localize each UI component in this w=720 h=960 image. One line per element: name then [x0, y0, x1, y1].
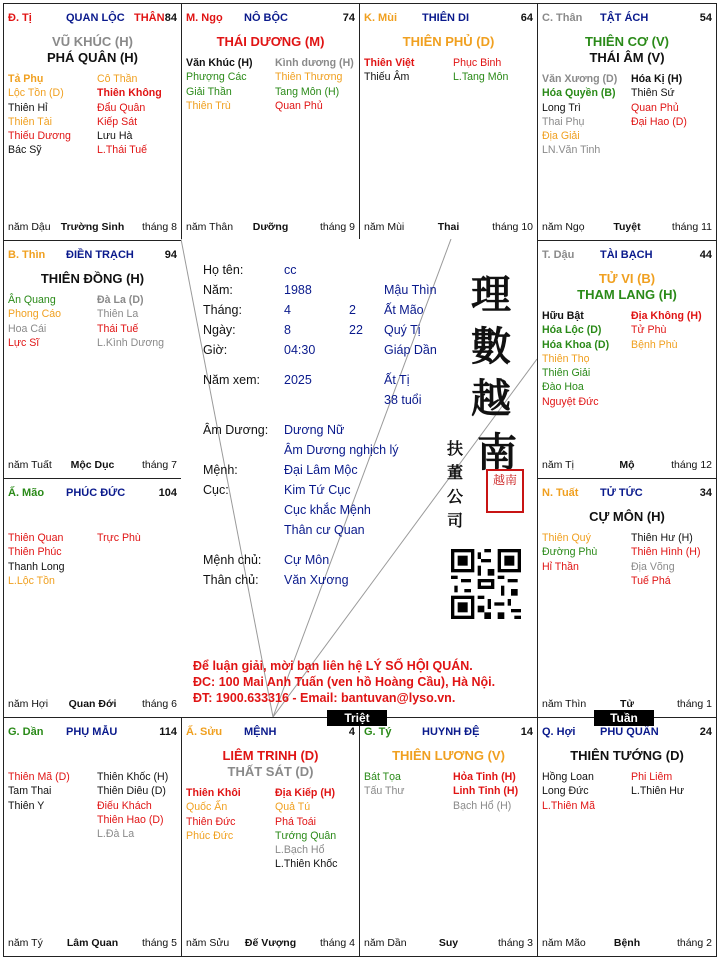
minor-stars-right — [631, 309, 717, 352]
minor-star: Bệnh Phù — [631, 338, 678, 351]
palace-branch: M. Ngọ — [186, 12, 223, 24]
year-can-chi: Mậu Thìn — [384, 283, 437, 297]
minor-stars-left — [542, 72, 632, 158]
minor-stars-right — [631, 72, 717, 129]
palace-month: tháng 1 — [676, 698, 712, 710]
minor-star: Thiên Giải — [542, 367, 591, 380]
day-can-chi: Quý Tị — [384, 323, 421, 337]
minor-star: L.Thiên Khốc — [275, 858, 338, 871]
minor-stars-left — [8, 293, 98, 350]
main-star: THIÊN PHỦ (D) — [402, 34, 495, 49]
minor-star: Đào Hoa — [542, 381, 584, 394]
palace-year: năm Sửu — [186, 937, 230, 949]
minor-star: Thiên Khốc (H) — [97, 771, 169, 783]
minor-star: Thiên Sứ — [631, 87, 675, 100]
small-calligraphy-char: 公 — [447, 487, 464, 506]
view-year-value: 2025 — [284, 373, 312, 387]
year-value: 1988 — [284, 283, 312, 297]
tuan-badge: Tuần — [594, 710, 654, 726]
palace-branch: T. Dậu — [542, 249, 575, 261]
palace-name: ĐIỀN TRẠCH — [66, 249, 134, 261]
name-label: Họ tên: — [203, 263, 244, 277]
palace-header — [542, 12, 712, 26]
palace-tat-ach — [537, 3, 717, 241]
palace-footer — [8, 937, 177, 950]
minor-star: Hữu Bật — [542, 310, 584, 322]
contact-line-2: ĐC: 100 Mai Anh Tuấn (ven hồ Hoàng Cầu), Hà Nội. — [193, 675, 496, 689]
trang-sinh-stage: Lâm Quan — [66, 937, 119, 949]
minor-star: Điếu Khách — [97, 799, 152, 812]
palace-name: TÀI BẠCH — [600, 249, 653, 261]
minor-star: Tuế Phá — [631, 574, 671, 587]
palace-branch: B. Thìn — [8, 249, 46, 261]
triet-badge: Triệt — [327, 710, 387, 726]
trang-sinh-stage: Tuyệt — [613, 221, 641, 233]
palace-name: PHÚC ĐỨC — [66, 487, 126, 499]
palace-name: QUAN LỘC — [66, 12, 125, 24]
palace-number: 54 — [699, 12, 712, 24]
minor-star: Hóa Quyền (B) — [542, 87, 616, 100]
minor-star: Thái Tuế — [97, 322, 139, 335]
palace-year: năm Thân — [186, 221, 234, 233]
main-stars — [4, 34, 181, 66]
minor-star: L.Bạch Hổ — [275, 844, 325, 857]
palace-month: tháng 9 — [319, 221, 355, 233]
minor-star: Phong Cáo — [8, 308, 62, 321]
minor-star: Thiên Việt — [364, 57, 415, 69]
minor-star: Thiên Hỉ — [8, 101, 48, 114]
small-calligraphy-char: 扶 — [447, 439, 464, 458]
minor-star: Hóa Khoa (D) — [542, 338, 610, 351]
main-stars — [182, 748, 359, 780]
palace-huynh-de — [359, 717, 538, 957]
minor-star: L.Đà La — [97, 828, 135, 841]
minor-star: Phục Binh — [453, 57, 502, 69]
minor-star: Hóa Kị (H) — [631, 73, 683, 85]
minor-star: Thiên La — [97, 308, 139, 321]
minor-star: Thanh Long — [8, 560, 65, 573]
minor-star: Thiếu Âm — [364, 71, 410, 84]
palace-header — [8, 487, 177, 501]
main-star: TỬ VI (B) — [598, 271, 656, 286]
calligraphy-char-2: 數 — [471, 323, 511, 370]
trang-sinh-stage: Thai — [437, 221, 460, 233]
palace-year: năm Thìn — [542, 698, 587, 710]
palace-branch: N. Tuất — [542, 487, 579, 499]
minor-star: Quốc Ấn — [186, 801, 228, 814]
palace-header — [8, 249, 177, 263]
minor-star: Thiên Hư (H) — [631, 532, 693, 544]
palace-footer — [8, 698, 177, 711]
minor-stars-left — [542, 309, 632, 409]
palace-month: tháng 10 — [492, 221, 533, 233]
minor-star: Quan Phủ — [631, 101, 679, 114]
palace-phu-mau — [3, 717, 182, 957]
palace-number: 104 — [158, 487, 177, 499]
main-star: THIÊN CƠ (V) — [584, 34, 670, 49]
minor-star: Đường Phù — [542, 546, 598, 559]
palace-footer — [8, 459, 177, 472]
main-star: CỰ MÔN (H) — [589, 509, 665, 524]
am-duong-note: Âm Dương nghịch lý — [284, 443, 399, 457]
minor-star: Đại Hao (D) — [631, 115, 687, 128]
palace-header — [186, 726, 355, 740]
main-stars — [4, 271, 181, 287]
minor-star: Thiên Quan — [8, 532, 64, 544]
main-stars — [538, 271, 716, 303]
contact-line-1: Để luận giải, mời bạn liên hệ LÝ SỐ HỘI QUÁN. — [193, 659, 473, 673]
minor-star: Thai Phụ — [542, 115, 585, 128]
minor-star: Tang Môn (H) — [275, 85, 340, 98]
palace-branch: Đ. Tị — [8, 12, 32, 24]
hour-can-chi: Giáp Dần — [384, 343, 437, 357]
minor-star: Kình dương (H) — [275, 57, 354, 69]
palace-year: năm Ngọ — [542, 221, 585, 233]
palace-menh — [181, 717, 360, 957]
view-year-can-chi: Ất Tị — [384, 373, 410, 387]
main-star: THIÊN TƯỚNG (D) — [570, 748, 684, 763]
main-star: VŨ KHÚC (H) — [52, 34, 133, 49]
palace-month: tháng 12 — [671, 459, 712, 471]
minor-star: Linh Tinh (H) — [453, 785, 519, 798]
palace-no-boc — [181, 3, 360, 241]
minor-stars-left — [8, 531, 98, 588]
minor-star: L.Kình Dương — [97, 336, 165, 349]
minor-star: Văn Xương (D) — [542, 73, 618, 85]
main-stars — [360, 748, 537, 764]
trang-sinh-stage: Quan Đới — [68, 698, 117, 710]
palace-phuc-duc — [3, 478, 182, 718]
minor-star: Địa Không (H) — [631, 310, 702, 322]
day-label: Ngày: — [203, 323, 236, 337]
minor-star: Nguyệt Đức — [542, 395, 599, 408]
palace-name: TỬ TỨC — [600, 487, 643, 499]
main-star: THIÊN ĐỒNG (H) — [40, 271, 145, 286]
trang-sinh-stage: Suy — [438, 937, 459, 949]
palace-branch: G. Tý — [364, 726, 392, 738]
minor-star: Thiên Hình (H) — [631, 546, 701, 559]
minor-star: Tấu Thư — [364, 785, 405, 798]
palace-month: tháng 5 — [141, 937, 177, 949]
palace-tai-bach — [537, 240, 717, 479]
minor-stars-right — [631, 770, 717, 799]
minor-star: Thiên Trù — [186, 99, 231, 112]
minor-star: Thiên Y — [8, 799, 45, 812]
palace-quan-loc — [3, 3, 182, 241]
qr-code-icon — [451, 549, 521, 619]
minor-star: Thiên Phúc — [8, 546, 62, 559]
name-value: cc — [284, 263, 297, 277]
minor-stars-left — [186, 56, 276, 113]
minor-star: Thiên Đức — [186, 815, 236, 828]
minor-star: L.Thiên Mã — [542, 799, 595, 812]
minor-star: Hồng Loan — [542, 771, 594, 783]
palace-name: NÔ BỘC — [244, 12, 288, 24]
minor-star: Quả Tú — [275, 801, 311, 814]
minor-star: Bát Tọa — [364, 771, 401, 783]
palace-branch: Ấ. Mão — [8, 487, 45, 499]
minor-star: Địa Giải — [542, 130, 580, 143]
calligraphy-char-4: 南 — [477, 429, 517, 476]
small-calligraphy — [447, 437, 467, 533]
minor-star: Trực Phù — [97, 532, 141, 544]
than-cu: Thân cư Quan — [284, 523, 365, 537]
small-calligraphy-char: 董 — [447, 463, 464, 482]
main-star: THẤT SÁT (D) — [227, 764, 314, 779]
contact-line-3: ĐT: 1900.633316 - Email: bantuvan@lyso.vn. — [193, 691, 456, 705]
calligraphy-char-3: 越 — [471, 375, 511, 422]
palace-number: 74 — [342, 12, 355, 24]
main-stars — [182, 34, 359, 50]
palace-month: tháng 2 — [676, 937, 712, 949]
main-star: THÁI DƯƠNG (M) — [216, 34, 325, 49]
main-star: THAM LANG (H) — [577, 287, 677, 302]
minor-stars-left — [542, 531, 632, 574]
palace-tu-tuc — [537, 478, 717, 718]
minor-star: LN.Văn Tinh — [542, 144, 601, 157]
palace-number: 24 — [699, 726, 712, 738]
minor-star: L.Thái Tuế — [97, 144, 148, 157]
minor-star: Thiên Không — [97, 87, 162, 100]
month-lunar: 2 — [349, 303, 356, 317]
minor-star: Phúc Đức — [186, 829, 234, 842]
minor-star: Đẩu Quân — [97, 101, 146, 114]
palace-footer — [542, 459, 712, 472]
main-stars — [538, 34, 716, 66]
minor-star: Hỉ Thần — [542, 560, 579, 573]
month-can-chi: Ất Mão — [384, 303, 424, 317]
palace-number: 84 — [164, 12, 177, 24]
minor-stars-right — [97, 72, 182, 158]
minor-star: Văn Khúc (H) — [186, 57, 253, 69]
palace-footer — [8, 221, 177, 234]
palace-month: tháng 8 — [141, 221, 177, 233]
palace-footer — [186, 937, 355, 950]
minor-star: Quan Phủ — [275, 99, 323, 112]
cuc-note: Cục khắc Mệnh — [284, 503, 371, 517]
main-star: LIÊM TRINH (D) — [222, 748, 319, 763]
minor-star: Ân Quang — [8, 294, 56, 306]
palace-year: năm Dậu — [8, 221, 51, 233]
day-value: 8 — [284, 323, 291, 337]
minor-star: Thiên Tài — [8, 115, 52, 128]
minor-star: Thiên Diêu (D) — [97, 785, 166, 798]
age-value: 38 tuổi — [384, 393, 422, 407]
palace-header — [542, 249, 712, 263]
palace-branch: Q. Hợi — [542, 726, 576, 738]
trang-sinh-stage: Trường Sinh — [60, 221, 125, 233]
minor-stars-right — [453, 770, 538, 813]
palace-branch: K. Mùi — [364, 12, 397, 24]
main-star: PHÁ QUÂN (H) — [47, 50, 138, 65]
minor-star: Bạch Hổ (H) — [453, 799, 512, 812]
minor-stars-left — [8, 770, 98, 813]
cuc-value: Kim Tứ Cục — [284, 483, 351, 497]
minor-star: Tam Thai — [8, 785, 52, 798]
palace-year: năm Mùi — [364, 221, 405, 233]
menh-value: Đại Lâm Mộc — [284, 463, 358, 477]
palace-header — [186, 12, 355, 26]
palace-year: năm Mão — [542, 937, 586, 949]
minor-star: Địa Kiếp (H) — [275, 787, 336, 799]
minor-star: L.Thiên Hư — [631, 785, 685, 798]
minor-star: L.Tang Môn — [453, 71, 509, 84]
minor-star: Địa Võng — [631, 560, 675, 573]
trang-sinh-stage: Đế Vượng — [244, 937, 297, 949]
palace-footer — [542, 221, 712, 234]
minor-star: Phi Liêm — [631, 771, 673, 783]
palace-header — [542, 726, 712, 740]
main-star: THÁI ÂM (V) — [589, 50, 665, 65]
day-lunar: 22 — [349, 323, 363, 337]
menh-chu-label: Mệnh chủ: — [203, 553, 262, 567]
minor-stars-left — [542, 770, 632, 813]
palace-branch: Ấ. Sửu — [186, 726, 223, 738]
minor-star: Tử Phù — [631, 324, 667, 337]
minor-star: Lực Sĩ — [8, 336, 40, 349]
minor-star: Tướng Quân — [275, 829, 337, 842]
palace-number: 114 — [159, 726, 177, 738]
palace-header — [364, 726, 533, 740]
minor-stars-left — [186, 786, 276, 843]
cuc-label: Cục: — [203, 483, 229, 497]
minor-star: Thiên Mã (D) — [8, 771, 70, 783]
month-value: 4 — [284, 303, 291, 317]
palace-footer — [364, 221, 533, 234]
minor-star: Hoa Cái — [8, 322, 47, 335]
minor-star: Cô Thần — [97, 73, 138, 85]
minor-stars-left — [364, 56, 454, 85]
calligraphy-char-1: 理 — [471, 271, 511, 318]
main-star: THIÊN LƯƠNG (V) — [392, 748, 505, 763]
trang-sinh-stage: Tử — [619, 698, 635, 710]
palace-dien-trach — [3, 240, 182, 479]
palace-name: PHU QUÂN — [600, 726, 659, 738]
palace-month: tháng 7 — [141, 459, 177, 471]
minor-star: Bác Sỹ — [8, 144, 42, 157]
minor-star: Lộc Tồn (D) — [8, 87, 64, 100]
palace-number: 94 — [164, 249, 177, 261]
palace-number: 44 — [699, 249, 712, 261]
minor-star: Phá Toái — [275, 815, 317, 828]
minor-star: Giải Thần — [186, 85, 232, 98]
view-year-label: Năm xem: — [203, 373, 260, 387]
palace-number: 34 — [699, 487, 712, 499]
palace-footer — [364, 937, 533, 950]
hour-value: 04:30 — [284, 343, 316, 357]
palace-header — [364, 12, 533, 26]
palace-year: năm Tý — [8, 937, 43, 949]
small-calligraphy-char: 司 — [447, 511, 464, 530]
trang-sinh-stage: Mộc Dục — [70, 459, 115, 471]
trang-sinh-stage: Dưỡng — [252, 221, 289, 233]
minor-stars-right — [631, 531, 717, 588]
palace-header — [8, 12, 177, 26]
minor-star: Thiên Hao (D) — [97, 813, 164, 826]
palace-year: năm Tuất — [8, 459, 52, 471]
minor-star: Hóa Lộc (D) — [542, 324, 602, 337]
palace-number: 64 — [520, 12, 533, 24]
palace-name: PHỤ MẪU — [66, 726, 118, 738]
palace-branch: C. Thân — [542, 12, 583, 24]
than-marker: THÂN — [134, 12, 165, 24]
minor-star: Thiên Quý — [542, 532, 591, 544]
palace-month: tháng 6 — [141, 698, 177, 710]
minor-star: Long Trì — [542, 101, 581, 114]
hour-label: Giờ: — [203, 343, 228, 357]
palace-name: HUYNH ĐỆ — [422, 726, 480, 738]
palace-phu-quan — [537, 717, 717, 957]
minor-stars-right — [97, 293, 182, 350]
minor-star: Hỏa Tinh (H) — [453, 771, 516, 783]
trang-sinh-stage: Bệnh — [613, 937, 641, 949]
menh-label: Mệnh: — [203, 463, 238, 477]
palace-thien-di — [359, 3, 538, 241]
palace-year: năm Tị — [542, 459, 574, 471]
minor-stars-right — [275, 56, 360, 113]
palace-footer — [186, 221, 355, 234]
than-chu-value: Văn Xương — [284, 573, 349, 587]
main-stars — [360, 34, 537, 50]
minor-star: Thiên Khôi — [186, 787, 241, 799]
minor-stars-left — [8, 72, 98, 158]
palace-month: tháng 3 — [497, 937, 533, 949]
minor-star: Long Đức — [542, 785, 589, 798]
palace-branch: G. Dần — [8, 726, 44, 738]
than-chu-label: Thân chủ: — [203, 573, 259, 587]
palace-number: 4 — [348, 726, 355, 738]
minor-stars-right — [275, 786, 360, 872]
palace-name: MỆNH — [244, 726, 277, 738]
palace-year: năm Hợi — [8, 698, 49, 710]
minor-stars-right — [453, 56, 538, 85]
am-duong-label: Âm Dương: — [203, 423, 269, 437]
main-stars — [538, 748, 716, 764]
minor-star: Kiếp Sát — [97, 115, 138, 128]
minor-star: Thiếu Dương — [8, 130, 71, 143]
trang-sinh-stage: Mộ — [619, 459, 635, 471]
minor-stars-left — [364, 770, 454, 799]
palace-name: THIÊN DI — [422, 12, 470, 24]
center-info-panel — [181, 239, 537, 717]
minor-stars-right — [97, 531, 182, 545]
red-seal-stamp: 越南 — [486, 469, 524, 513]
main-stars — [538, 509, 716, 525]
palace-month: tháng 4 — [319, 937, 355, 949]
menh-chu-value: Cự Môn — [284, 553, 330, 567]
minor-star: Thiên Thọ — [542, 352, 590, 365]
minor-stars-right — [97, 770, 182, 841]
minor-star: Phượng Các — [186, 71, 247, 84]
palace-year: năm Dần — [364, 937, 407, 949]
palace-number: 14 — [520, 726, 533, 738]
month-label: Tháng: — [203, 303, 242, 317]
palace-footer — [542, 937, 712, 950]
minor-star: Tả Phụ — [8, 73, 44, 85]
am-duong-value: Dương Nữ — [284, 423, 345, 437]
minor-star: Đà La (D) — [97, 294, 144, 306]
minor-star: Thiên Thương — [275, 71, 343, 84]
palace-header — [542, 487, 712, 501]
palace-name: TẬT ÁCH — [600, 12, 649, 24]
minor-star: L.Lộc Tồn — [8, 574, 55, 587]
palace-header — [8, 726, 177, 740]
palace-month: tháng 11 — [671, 221, 712, 233]
year-label: Năm: — [203, 283, 233, 297]
minor-star: Lưu Hà — [97, 130, 133, 143]
